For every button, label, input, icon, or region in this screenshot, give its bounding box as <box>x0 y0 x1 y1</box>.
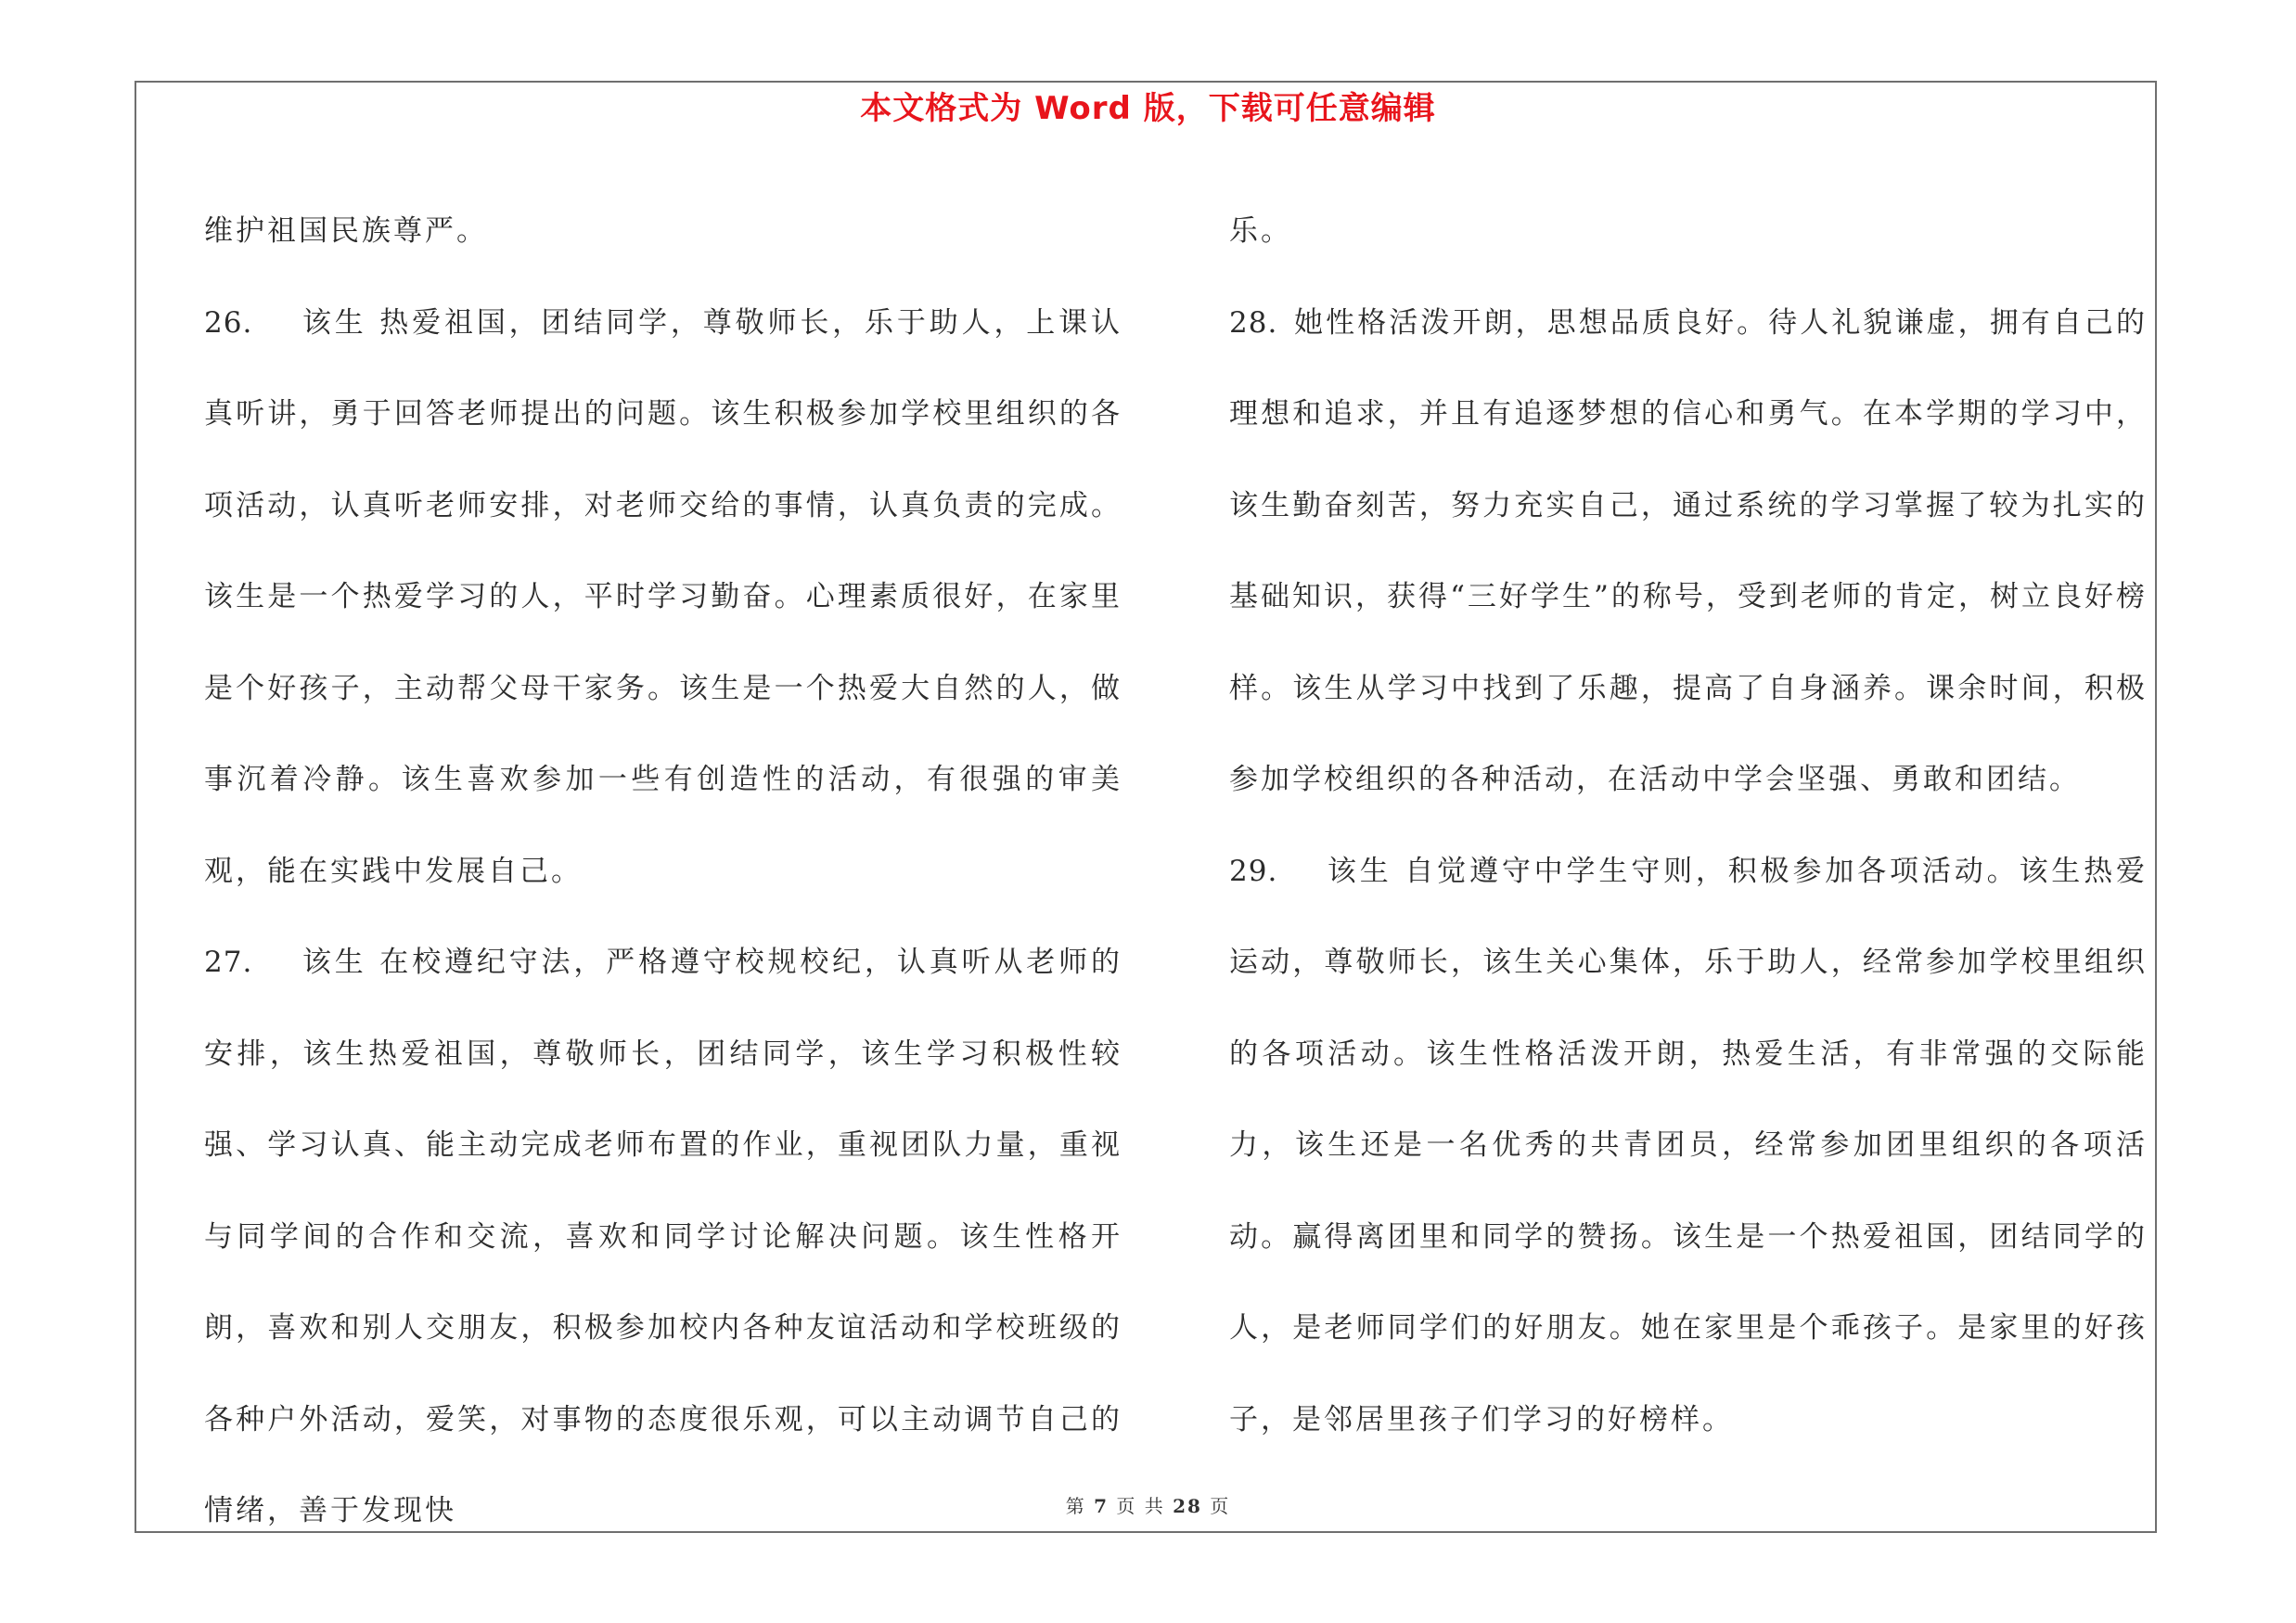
paragraph-number: 29. <box>1229 854 1278 888</box>
right-column <box>1229 186 2148 1465</box>
paragraph-28 <box>1229 277 2148 826</box>
footer-suffix: 页 <box>1210 1495 1231 1517</box>
footer-middle: 页 共 <box>1116 1495 1165 1517</box>
paragraph-text: 该生 自觉遵守中学生守则，积极参加各项活动。该生热爱运动，尊敬师长，该生关心集体，乐于助人，经常参加学校里组织的各项活动。该生性格活泼开朗，热爱生活，有非常强的交际能力，该生还是一名优秀的共青团员，经常参加团里组织的各项活动。赢得离团里和同学的赞扬。该生是一个热爱祖国，团结同学的人，是老师同学们的好朋友。她在家里是个乖孩子。是家里的好孩子，是邻居里孩子们学习的好榜样。 <box>1229 854 2148 1436</box>
total-pages-number: 28 <box>1173 1495 1202 1517</box>
right-continuation: 乐。 <box>1229 214 1292 248</box>
footer-prefix: 第 <box>1065 1495 1086 1517</box>
header-banner: 本文格式为 Word 版，下载可任意编辑 <box>860 90 1436 127</box>
paragraph-text: 她性格活泼开朗，思想品质良好。待人礼貌谦虚，拥有自己的理想和追求，并且有追逐梦想的信心和勇气。在本学期的学习中，该生勤奋刻苦，努力充实自己，通过系统的学习掌握了较为扎实的基础知识，获得“三好学生”的称号，受到老师的肯定，树立良好榜样。该生从学习中找到了乐趣，提高了自身涵养。课余时间，积极参加学校组织的各种活动，在活动中学会坚强、勇敢和团结。 <box>1229 305 2148 796</box>
paragraph-26 <box>204 277 1122 918</box>
paragraph-text: 该生 热爱祖国，团结同学，尊敬师长，乐于助人，上课认真听讲，勇于回答老师提出的问题。该生积极参加学校里组织的各项活动，认真听老师安排，对老师交给的事情，认真负责的完成。该生是一个热爱学习的人，平时学习勤奋。心理素质很好，在家里是个好孩子，主动帮父母干家务。该生是一个热爱大自然的人，做事沉着冷静。该生喜欢参加一些有创造性的活动，有很强的审美观，能在实践中发展自己。 <box>204 305 1122 888</box>
paragraph-27 <box>204 917 1122 1557</box>
paragraph-number: 27. <box>204 946 253 979</box>
paragraph-number: 28. <box>1229 305 1278 340</box>
paragraph-text: 该生 在校遵纪守法，严格遵守校规校纪，认真听从老师的安排，该生热爱祖国，尊敬师长，团结同学，该生学习积极性较强、学习认真、能主动完成老师布置的作业，重视团队力量，重视与同学间的合作和交流，喜欢和同学讨论解决问题。该生性格开朗，喜欢和别人交朋友，积极参加校内各种友谊活动和学校班级的各种户外活动，爱笑，对事物的态度很乐观，可以主动调节自己的情绪，善于发现快 <box>204 946 1122 1527</box>
page-footer <box>0 1492 2296 1520</box>
paragraph-number: 26. <box>204 305 253 340</box>
left-column <box>204 186 1122 1557</box>
paragraph-29 <box>1229 826 2148 1466</box>
left-continuation: 维护祖国民族尊严。 <box>204 214 488 248</box>
current-page-number: 7 <box>1094 1495 1109 1517</box>
